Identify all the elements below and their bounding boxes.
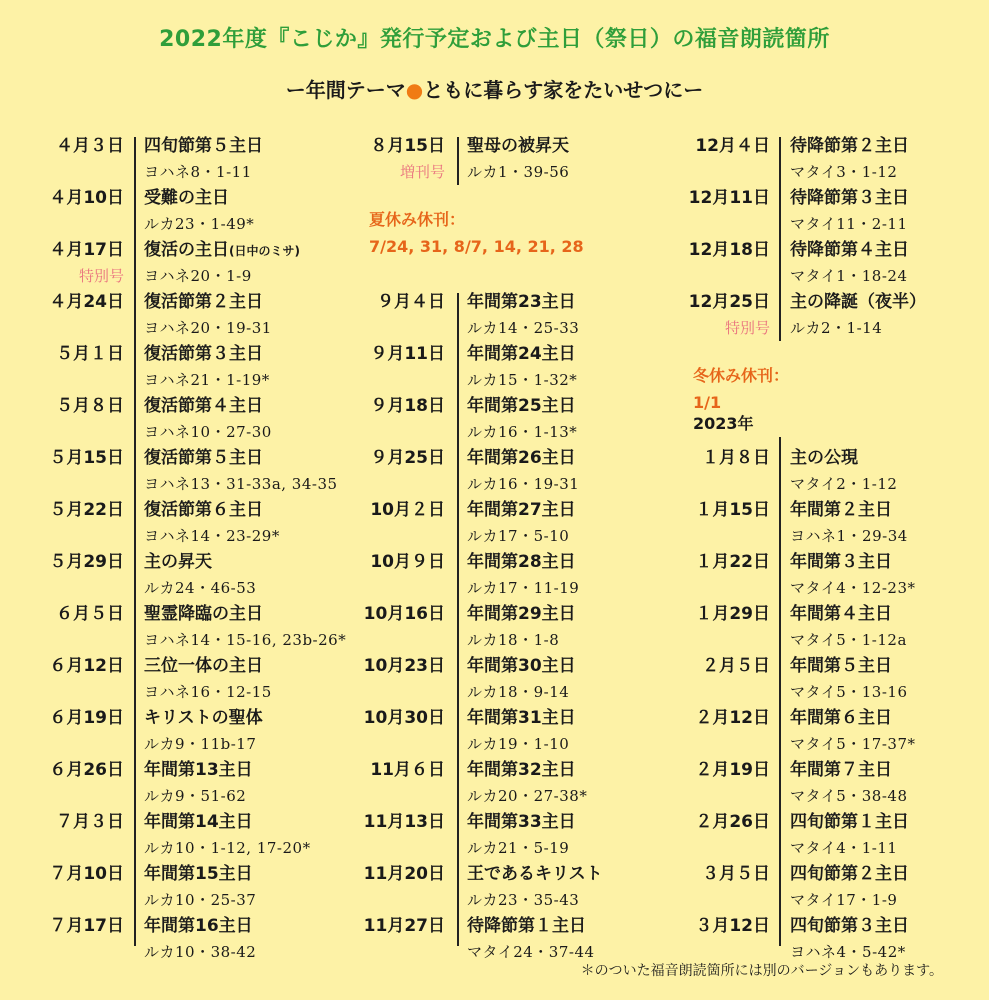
entry-feast <box>790 705 892 731</box>
feast-name: 年間第23主日 <box>467 292 576 312</box>
summer-break-label: 夏休み休刊： <box>369 210 466 229</box>
theme-prefix: ー年間テーマ <box>285 78 406 102</box>
entry-feast <box>144 237 300 264</box>
entry-feast <box>790 809 909 835</box>
entry-date: 12月18日 <box>688 240 770 260</box>
entry-reading: ルカ1・39-56 <box>467 163 570 181</box>
entry-reading: ルカ17・11-19 <box>467 579 580 597</box>
entry-date: ５月29日 <box>49 552 124 572</box>
entry-date: ７月17日 <box>49 916 124 936</box>
entry-date: 11月20日 <box>363 864 445 884</box>
entry-date: ２月12日 <box>695 708 770 728</box>
entry-feast <box>144 809 253 835</box>
entry-reading: マタイ2・1-12 <box>790 475 898 493</box>
entry-reading: マタイ3・1-12 <box>790 163 898 181</box>
feast-name: 年間第６主日 <box>790 708 892 728</box>
entry-feast <box>144 653 263 679</box>
schedule-entry <box>652 133 989 185</box>
feast-name: 年間第７主日 <box>790 760 892 780</box>
entry-reading: ヨハネ20・19-31 <box>144 319 272 337</box>
feast-name: 年間第13主日 <box>144 760 253 780</box>
entry-reading: マタイ24・37-44 <box>467 943 595 961</box>
feast-name: 年間第31主日 <box>467 708 576 728</box>
feast-name: 年間第30主日 <box>467 656 576 676</box>
entry-date: ９月４日 <box>377 292 445 312</box>
entry-feast <box>467 757 576 783</box>
entry-reading: ルカ21・5-19 <box>467 839 570 857</box>
feast-name: 四旬節第２主日 <box>790 864 909 884</box>
entry-feast <box>467 653 576 679</box>
entry-feast <box>467 861 603 887</box>
entry-feast <box>144 497 263 523</box>
feast-name: 年間第25主日 <box>467 396 576 416</box>
feast-name: 復活節第４主日 <box>144 396 263 416</box>
entry-reading: ルカ10・25-37 <box>144 891 257 909</box>
theme-line <box>0 74 989 103</box>
issue-tag: 特別号 <box>724 319 770 337</box>
feast-note: (日中のミサ) <box>229 244 300 258</box>
entry-feast <box>790 133 909 159</box>
feast-name: 待降節第４主日 <box>790 240 909 260</box>
entry-feast <box>144 913 253 939</box>
entry-date: ７月10日 <box>49 864 124 884</box>
schedule-entry <box>652 653 989 705</box>
feast-name: 年間第３主日 <box>790 552 892 572</box>
entry-date: ４月10日 <box>49 188 124 208</box>
year-label: 2023年 <box>693 414 754 433</box>
entry-feast <box>144 445 263 471</box>
entry-feast <box>144 133 263 159</box>
entry-reading: ヨハネ20・1-9 <box>144 267 252 285</box>
entry-feast <box>144 341 263 367</box>
feast-name: 王であるキリスト <box>467 864 603 884</box>
feast-name: 年間第５主日 <box>790 656 892 676</box>
page-title: 2022年度『こじか』発行予定および主日（祭日）の福音朗読箇所 <box>159 27 830 52</box>
schedule-entry <box>652 549 989 601</box>
entry-reading: ルカ9・51-62 <box>144 787 247 805</box>
entry-date: ９月18日 <box>370 396 445 416</box>
entry-reading: ルカ2・1-14 <box>790 319 883 337</box>
entry-feast <box>467 289 576 315</box>
entry-reading: ルカ19・1-10 <box>467 735 570 753</box>
entry-date: ８月15日 <box>370 136 445 156</box>
entry-feast <box>790 289 926 315</box>
entry-feast <box>467 549 576 575</box>
entry-date: 12月４日 <box>695 136 770 156</box>
feast-name: 主の昇天 <box>144 552 212 572</box>
entry-date: １月８日 <box>702 448 770 468</box>
entry-reading: ルカ18・1-8 <box>467 631 560 649</box>
issue-tag: 特別号 <box>78 267 124 285</box>
schedule-entry <box>652 809 989 861</box>
entry-date: １月22日 <box>695 552 770 572</box>
feast-name: 主の公現 <box>790 448 858 468</box>
schedule-entry <box>652 497 989 549</box>
feast-name: 復活節第６主日 <box>144 500 263 520</box>
schedule-entry <box>652 757 989 809</box>
entry-feast <box>467 809 576 835</box>
entry-date: ４月24日 <box>49 292 124 312</box>
entry-date: ９月11日 <box>370 344 445 364</box>
entry-feast <box>790 445 858 471</box>
feast-name: 四旬節第３主日 <box>790 916 909 936</box>
entry-date: ７月３日 <box>56 812 124 832</box>
entry-date: ６月５日 <box>56 604 124 624</box>
entry-feast <box>144 289 263 315</box>
entry-feast <box>144 757 253 783</box>
entry-feast <box>790 549 892 575</box>
entry-date: 11月６日 <box>370 760 445 780</box>
feast-name: 待降節第１主日 <box>467 916 586 936</box>
entry-feast <box>144 393 263 419</box>
summer-break-note <box>369 206 584 260</box>
entry-reading: マタイ17・1-9 <box>790 891 898 909</box>
entry-feast <box>790 861 909 887</box>
feast-name: 年間第32主日 <box>467 760 576 780</box>
entry-feast <box>467 445 576 471</box>
entry-date: ６月12日 <box>49 656 124 676</box>
schedule-entry <box>652 237 989 289</box>
entry-feast <box>790 237 909 263</box>
entry-date: ６月26日 <box>49 760 124 780</box>
entry-reading: ヨハネ8・1-11 <box>144 163 252 181</box>
schedule-entry <box>330 341 930 393</box>
feast-name: 復活節第２主日 <box>144 292 263 312</box>
feast-name: 年間第27主日 <box>467 500 576 520</box>
entry-reading: マタイ5・38-48 <box>790 787 908 805</box>
entry-reading: ヨハネ13・31-33a, 34-35 <box>144 475 338 493</box>
schedule-entry <box>652 913 989 965</box>
entry-date: 12月11日 <box>688 188 770 208</box>
entry-date: ２月19日 <box>695 760 770 780</box>
entry-date: 10月16日 <box>363 604 445 624</box>
summer-break-dates: 7/24, 31, 8/7, 14, 21, 28 <box>369 237 584 256</box>
entry-date: ２月26日 <box>695 812 770 832</box>
entry-reading: ルカ20・27-38* <box>467 787 588 805</box>
entry-reading: ヨハネ1・29-34 <box>790 527 908 545</box>
entry-reading: ルカ16・1-13* <box>467 423 578 441</box>
feast-name: 年間第29主日 <box>467 604 576 624</box>
entry-reading: ルカ23・35-43 <box>467 891 580 909</box>
feast-name: 年間第28主日 <box>467 552 576 572</box>
entry-reading: ルカ15・1-32* <box>467 371 578 389</box>
entry-feast <box>467 601 576 627</box>
entry-date: ５月15日 <box>49 448 124 468</box>
feast-name: 三位一体の主日 <box>144 656 263 676</box>
entry-reading: マタイ4・12-23* <box>790 579 916 597</box>
entry-feast <box>790 757 892 783</box>
schedule-entry <box>652 861 989 913</box>
feast-name: 聖霊降臨の主日 <box>144 604 263 624</box>
feast-name: 年間第33主日 <box>467 812 576 832</box>
entry-feast <box>144 185 229 211</box>
feast-name: 年間第15主日 <box>144 864 253 884</box>
entry-reading: ルカ14・25-33 <box>467 319 580 337</box>
entry-reading: ヨハネ21・1-19* <box>144 371 270 389</box>
entry-date: ５月22日 <box>49 500 124 520</box>
entry-feast <box>467 705 576 731</box>
feast-name: 年間第４主日 <box>790 604 892 624</box>
feast-name: 復活節第３主日 <box>144 344 263 364</box>
entry-reading: ルカ18・9-14 <box>467 683 570 701</box>
entry-reading: ルカ23・1-49* <box>144 215 255 233</box>
entry-reading: ルカ17・5-10 <box>467 527 570 545</box>
feast-name: 年間第26主日 <box>467 448 576 468</box>
winter-break-label: 冬休み休刊： <box>693 366 790 385</box>
entry-date: １月29日 <box>695 604 770 624</box>
entry-reading: マタイ1・18-24 <box>790 267 908 285</box>
feast-name: 待降節第３主日 <box>790 188 909 208</box>
entry-reading: マタイ5・17-37* <box>790 735 916 753</box>
entry-date: ４月17日 <box>49 240 124 260</box>
entry-feast <box>144 861 253 887</box>
theme-dot: ● <box>405 78 424 102</box>
entry-date: ３月12日 <box>695 916 770 936</box>
feast-name: 年間第14主日 <box>144 812 253 832</box>
schedule-entry <box>330 393 930 445</box>
entry-feast <box>144 549 212 575</box>
entry-date: 10月23日 <box>363 656 445 676</box>
feast-name: 年間第16主日 <box>144 916 253 936</box>
footnote: ＊のついた福音朗読箇所には別のバージョンもあります。 <box>580 963 943 979</box>
schedule-entry <box>652 289 989 341</box>
entry-date: ４月３日 <box>56 136 124 156</box>
entry-feast <box>144 601 263 627</box>
schedule-entry <box>652 185 989 237</box>
entry-reading: ヨハネ4・5-42* <box>790 943 906 961</box>
entry-date: １月15日 <box>695 500 770 520</box>
feast-name: 聖母の被昇天 <box>467 136 569 156</box>
entry-feast <box>790 913 909 939</box>
entry-date: 10月９日 <box>370 552 445 572</box>
entry-date: 10月２日 <box>370 500 445 520</box>
issue-tag: 増刊号 <box>399 163 445 181</box>
entry-reading: ルカ24・46-53 <box>144 579 257 597</box>
entry-date: ５月８日 <box>56 396 124 416</box>
feast-name: 復活の主日 <box>144 240 229 260</box>
feast-name: 主の降誕（夜半） <box>790 292 926 312</box>
entry-reading: ルカ16・19-31 <box>467 475 580 493</box>
schedule-entry <box>652 445 989 497</box>
entry-reading: マタイ11・2-11 <box>790 215 908 233</box>
entry-feast <box>790 601 892 627</box>
entry-reading: マタイ5・1-12a <box>790 631 907 649</box>
entry-reading: ヨハネ14・15-16, 23b-26* <box>144 631 347 649</box>
entry-feast <box>790 185 909 211</box>
entry-reading: ルカ10・1-12, 17-20* <box>144 839 311 857</box>
entry-reading: ルカ10・38-42 <box>144 943 257 961</box>
entry-feast <box>467 497 576 523</box>
entry-feast <box>144 705 263 731</box>
entry-date: 11月13日 <box>363 812 445 832</box>
entry-reading: ヨハネ14・23-29* <box>144 527 280 545</box>
entry-reading: ルカ9・11b-17 <box>144 735 257 753</box>
entry-date: ９月25日 <box>370 448 445 468</box>
entry-feast <box>790 653 892 679</box>
entry-reading: マタイ4・1-11 <box>790 839 898 857</box>
entry-date: ５月１日 <box>56 344 124 364</box>
entry-feast <box>790 497 892 523</box>
entry-date: ６月19日 <box>49 708 124 728</box>
feast-name: キリストの聖体 <box>144 708 263 728</box>
feast-name: 受難の主日 <box>144 188 229 208</box>
entry-feast <box>467 133 569 159</box>
schedule-entry <box>652 601 989 653</box>
feast-name: 四旬節第５主日 <box>144 136 263 156</box>
entry-feast <box>467 913 586 939</box>
entry-date: ２月５日 <box>702 656 770 676</box>
feast-name: 復活節第５主日 <box>144 448 263 468</box>
winter-break-dates: 1/1 <box>693 393 722 412</box>
feast-name: 年間第24主日 <box>467 344 576 364</box>
entry-date: 12月25日 <box>688 292 770 312</box>
entry-feast <box>467 341 576 367</box>
feast-name: 四旬節第１主日 <box>790 812 909 832</box>
schedule-entry <box>652 705 989 757</box>
feast-name: 年間第２主日 <box>790 500 892 520</box>
entry-reading: ヨハネ16・12-15 <box>144 683 272 701</box>
entry-date: 10月30日 <box>363 708 445 728</box>
winter-break-note <box>693 362 789 416</box>
entry-date: 11月27日 <box>363 916 445 936</box>
entry-reading: マタイ5・13-16 <box>790 683 908 701</box>
feast-name: 待降節第２主日 <box>790 136 909 156</box>
entry-reading: ヨハネ10・27-30 <box>144 423 272 441</box>
theme-text: ともに暮らす家をたいせつにー <box>423 78 704 102</box>
entry-feast <box>467 393 576 419</box>
entry-date: ３月５日 <box>702 864 770 884</box>
